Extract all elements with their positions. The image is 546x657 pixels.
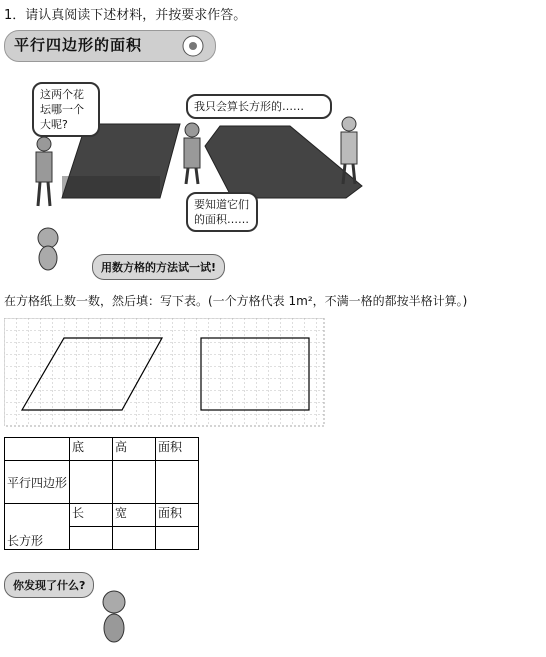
- grid-paper: [4, 318, 326, 428]
- speech-bubble-try: 用数方格的方法试一试!: [92, 254, 225, 280]
- table-row-label: 长方形: [5, 504, 70, 550]
- table-cell[interactable]: [70, 461, 113, 504]
- speech-bubble-right-bottom: 要知道它们的面积……: [186, 192, 258, 232]
- banner-title: 平行四边形的面积: [14, 36, 143, 54]
- question-text: 1．请认真阅读下述材料，并按要求作答。: [4, 8, 247, 23]
- table-cell: 面积: [156, 438, 199, 461]
- table-cell[interactable]: [156, 461, 199, 504]
- speech-bubble-left: 这两个花坛哪一个大呢?: [32, 82, 100, 137]
- speech-bubble-right-top: 我只会算长方形的……: [186, 94, 332, 119]
- table-cell: 面积: [156, 504, 199, 527]
- table-row: [5, 504, 199, 527]
- instruction-text: 在方格纸上数一数，然后填：写下表。(一个方格代表 1m²，不满一格的都按半格计算。): [4, 294, 468, 308]
- table-cell: 宽: [113, 504, 156, 527]
- girl-figure: [36, 137, 52, 206]
- table-row-label: 平行四边形: [5, 461, 70, 504]
- table-cell: 高: [113, 438, 156, 461]
- table-cell[interactable]: [70, 527, 113, 550]
- mascot-figure-bottom: [92, 586, 136, 652]
- table-cell: 底: [70, 438, 113, 461]
- table-row: [5, 461, 199, 504]
- table-cell[interactable]: [113, 527, 156, 550]
- mascot-figure: [38, 228, 58, 270]
- table-cell[interactable]: [156, 527, 199, 550]
- table-row: [5, 438, 199, 461]
- table-cell[interactable]: [113, 461, 156, 504]
- speech-bubble-footer: 你发现了什么?: [4, 572, 94, 598]
- boy-figure: [184, 123, 200, 184]
- right-flowerbed: [205, 126, 362, 198]
- answer-table: [4, 437, 199, 550]
- table-cell: 长: [70, 504, 113, 527]
- child-figure: [341, 117, 357, 184]
- flower-icon: [168, 28, 218, 64]
